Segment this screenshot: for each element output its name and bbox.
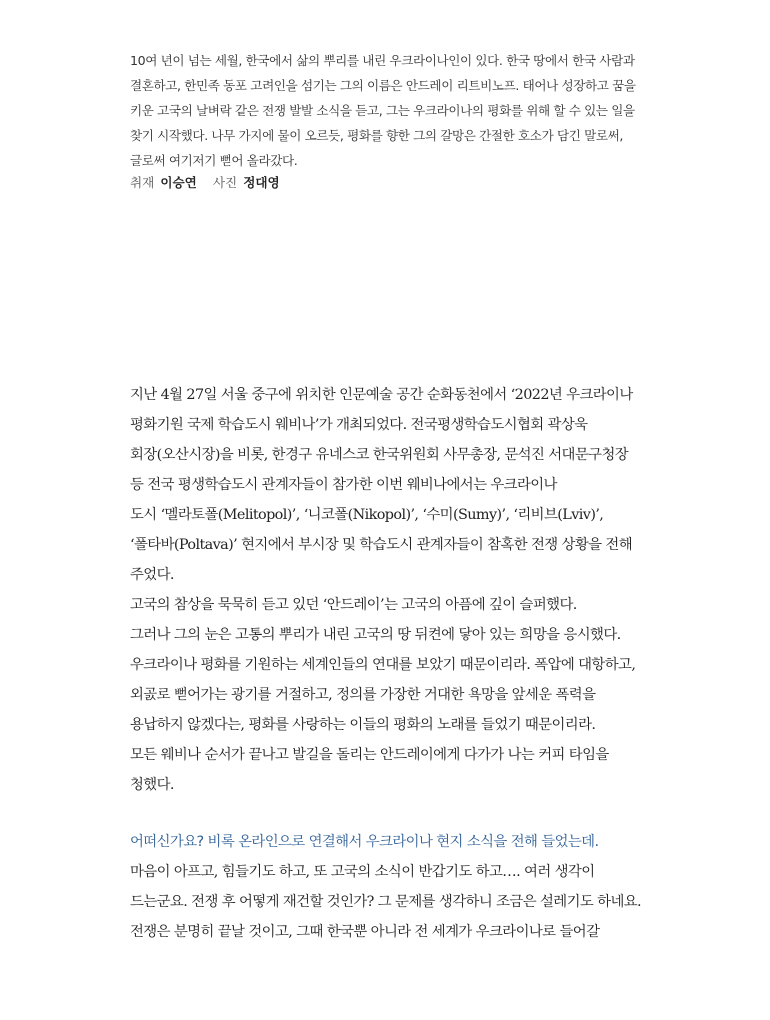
body-line: 주었다.	[130, 567, 174, 583]
body-line: 그러나 그의 눈은 고통의 뿌리가 내린 고국의 땅 뒤켠에 닿아 있는 희망을 응시했다.	[130, 627, 621, 643]
body-line: 청했다.	[130, 777, 174, 793]
answer-line: 마음이 아프고, 힘들기도 하고, 또 고국의 소식이 반갑기도 하고…. 여러 생각이	[130, 864, 595, 880]
body-line: 모든 웨비나 순서가 끝나고 발길을 돌리는 안드레이에게 다가가 나는 커피 타임을	[130, 747, 609, 763]
body-line: 평화기원 국제 학습도시 웨비나’가 개최되었다. 전국평생학습도시협회 곽상욱	[130, 417, 588, 433]
lead-line: 10여 년이 넘는 세월, 한국에서 삶의 뿌리를 내린 우크라이나인이 있다. 한국 땅에서 한국 사람과	[130, 53, 635, 68]
lead-line: 찾기 시작했다. 나무 가지에 물이 오르듯, 평화를 향한 그의 갈망은 간절한 호소가 담긴 말로써,	[130, 128, 623, 143]
article-body	[130, 380, 700, 800]
body-line: 등 전국 평생학습도시 관계자들이 참가한 이번 웨비나에서는 우크라이나	[130, 477, 557, 493]
lead-line: 결혼하고, 한민족 동포 고려인을 섬기는 그의 이름은 안드레이 리트비노프. 태어나 성장하고 꿈을	[130, 78, 636, 93]
body-line: 고국의 참상을 묵묵히 듣고 있던 ‘안드레이’는 고국의 아픔에 깊이 슬퍼했다.	[130, 597, 577, 613]
body-line: 외곬로 뻗어가는 광기를 거절하고, 정의를 가장한 거대한 욕망을 앞세운 폭력을	[130, 687, 596, 703]
answer-line: 전쟁은 분명히 끝날 것이고, 그때 한국뿐 아니라 전 세계가 우크라이나로 들어갈	[130, 924, 600, 940]
body-line: 지난 4월 27일 서울 중구에 위치한 인문예술 공간 순화동천에서 ‘2022년 우크라이나	[130, 387, 633, 403]
interview-question: 어떠신가요? 비록 온라인으로 연결해서 우크라이나 현지 소식을 전해 들었는데.	[130, 834, 599, 850]
interview-answer	[130, 857, 700, 947]
article-lead	[130, 48, 690, 173]
body-line: 도시 ‘멜라토폴(Melitopol)’, ‘니코폴(Nikopol)’, ‘수미(Sumy)’, ‘리비브(Lviv)’,	[130, 507, 604, 523]
body-line: 용납하지 않겠다는, 평화를 사랑하는 이들의 평화의 노래를 들었기 때문이리라.	[130, 717, 596, 733]
photo-label: 사진	[212, 175, 238, 190]
body-line: 회장(오산시장)을 비롯, 한경구 유네스코 한국위원회 사무총장, 문석진 서대문구청장	[130, 447, 629, 463]
lead-line: 글로써 여기저기 뻗어 올라갔다.	[130, 153, 298, 168]
interview-label: 취재	[130, 175, 155, 190]
answer-line: 드는군요. 전쟁 후 어떻게 재건할 것인가? 그 문제를 생각하니 조금은 설레기도 하네요.	[130, 894, 642, 910]
photo-name: 정대영	[243, 175, 280, 190]
body-line: 우크라이나 평화를 기원하는 세계인들의 연대를 보았기 때문이리라. 폭압에 대항하고,	[130, 657, 636, 673]
body-line: ‘폴타바(Poltava)’ 현지에서 부시장 및 학습도시 관계자들이 참혹한 전쟁 상황을 전해	[130, 537, 633, 553]
lead-line: 키운 고국의 날벼락 같은 전쟁 발발 소식을 듣고, 그는 우크라이나의 평화를 위해 할 수 있는 일을	[130, 103, 635, 118]
interview-name: 이승연	[160, 175, 197, 190]
byline	[130, 172, 280, 191]
